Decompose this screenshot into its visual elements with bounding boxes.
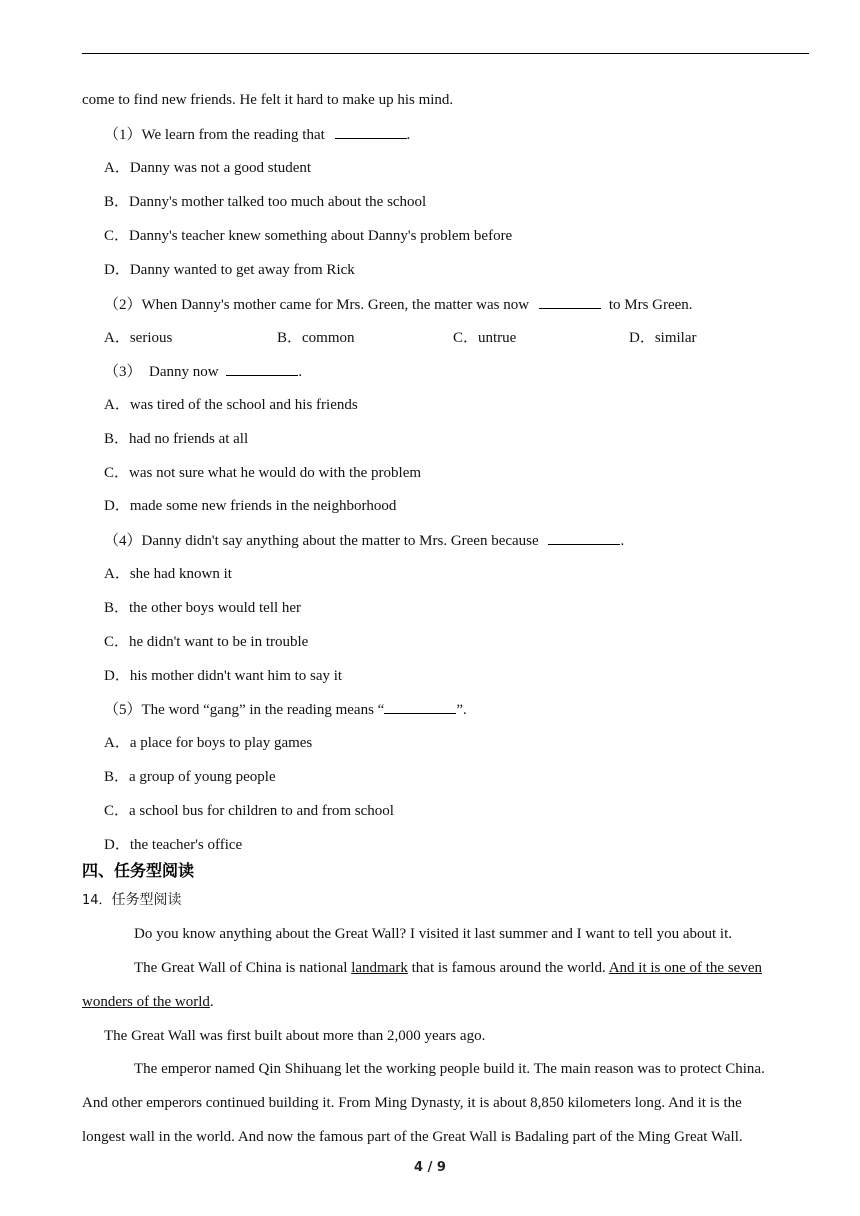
question-4-end: .: [620, 533, 625, 549]
question-14-title: [82, 891, 182, 910]
answer-blank[interactable]: [384, 700, 456, 714]
q2-option-a[interactable]: A．serious: [104, 330, 173, 346]
section-heading: 四、任务型阅读: [82, 861, 195, 880]
q4-option-b[interactable]: B．the other boys would tell her: [104, 600, 302, 616]
question-5: [104, 700, 467, 719]
header-rule: [82, 53, 809, 54]
passage-paragraph-1: Do you know anything about the Great Wall? I visited it last summer and I want to tell you about it.: [134, 926, 732, 942]
q1-option-b[interactable]: B．Danny's mother talked too much about the school: [104, 194, 427, 210]
page-number: 4 / 9: [414, 1160, 446, 1175]
question-4-stem: （4）Danny didn't say anything about the matter to Mrs. Green because: [104, 533, 539, 549]
q3-option-c[interactable]: C．was not sure what he would do with the problem: [104, 465, 422, 481]
q2-option-d[interactable]: D．similar: [629, 330, 697, 346]
q3-option-d[interactable]: D．made some new friends in the neighborhood: [104, 498, 397, 514]
question-3-end: .: [298, 364, 303, 380]
q1-option-c[interactable]: C．Danny's teacher knew something about Danny's problem before: [104, 228, 513, 244]
answer-blank[interactable]: [335, 125, 407, 139]
question-1: [104, 125, 410, 144]
question-2-stem: （2）When Danny's mother came for Mrs. Green, the matter was now: [104, 297, 530, 313]
underlined-word-landmark: landmark: [351, 960, 408, 976]
question-1-stem: （1）We learn from the reading that: [104, 127, 325, 143]
question-2: [104, 295, 693, 314]
q4-option-a[interactable]: A．she had known it: [104, 566, 232, 582]
q2-option-b[interactable]: B．common: [277, 330, 355, 346]
q5-option-d[interactable]: D．the teacher's office: [104, 837, 243, 853]
q5-option-b[interactable]: B．a group of young people: [104, 769, 276, 785]
passage-text: that is famous around the world.: [407, 960, 609, 976]
answer-blank[interactable]: [548, 531, 620, 545]
answer-blank[interactable]: [539, 295, 601, 309]
q2-options: [104, 326, 744, 346]
q5-option-a[interactable]: A．a place for boys to play games: [104, 735, 313, 751]
passage-text: .: [209, 994, 214, 1010]
question-4: [104, 531, 624, 550]
question-1-end: .: [406, 127, 411, 143]
q2-option-c[interactable]: C．untrue: [453, 330, 517, 346]
q1-option-d[interactable]: D．Danny wanted to get away from Rick: [104, 262, 355, 278]
intro-tail: come to find new friends. He felt it hard to make up his mind.: [82, 92, 454, 108]
passage-paragraph-4-line-3: longest wall in the world. And now the famous part of the Great Wall is Badaling part of the Ming Great Wall.: [82, 1129, 743, 1145]
question-2-end: to Mrs Green.: [608, 297, 693, 313]
q3-option-a[interactable]: A．was tired of the school and his friends: [104, 397, 358, 413]
q4-option-d[interactable]: D．his mother didn't want him to say it: [104, 668, 343, 684]
question-5-end: ”.: [456, 702, 467, 718]
q4-option-c[interactable]: C．he didn't want to be in trouble: [104, 634, 309, 650]
underlined-sentence: And it is one of the seven: [608, 960, 762, 976]
underlined-sentence-cont: wonders of the world: [82, 994, 210, 1010]
passage-paragraph-2-cont: [82, 993, 214, 1011]
question-14-number: 14．: [82, 893, 112, 908]
q5-option-c[interactable]: C．a school bus for children to and from school: [104, 803, 394, 819]
question-14-label: 任务型阅读: [111, 892, 182, 908]
passage-paragraph-4-line-2: And other emperors continued building it. From Ming Dynasty, it is about 8,850 kilometers long. And it is the: [82, 1095, 742, 1111]
question-3: [104, 362, 302, 381]
passage-paragraph-2: [134, 959, 762, 977]
q1-option-a[interactable]: A．Danny was not a good student: [104, 160, 312, 176]
answer-blank[interactable]: [226, 362, 298, 376]
question-5-stem: （5）The word “gang” in the reading means “: [104, 702, 385, 718]
q3-option-b[interactable]: B．had no friends at all: [104, 431, 249, 447]
passage-text: The Great Wall of China is national: [134, 960, 352, 976]
passage-paragraph-4: The emperor named Qin Shihuang let the working people build it. The main reason was to protect China.: [134, 1061, 765, 1077]
passage-paragraph-3: The Great Wall was first built about more than 2,000 years ago.: [104, 1028, 486, 1044]
question-3-stem: （3） Danny now: [104, 364, 219, 380]
